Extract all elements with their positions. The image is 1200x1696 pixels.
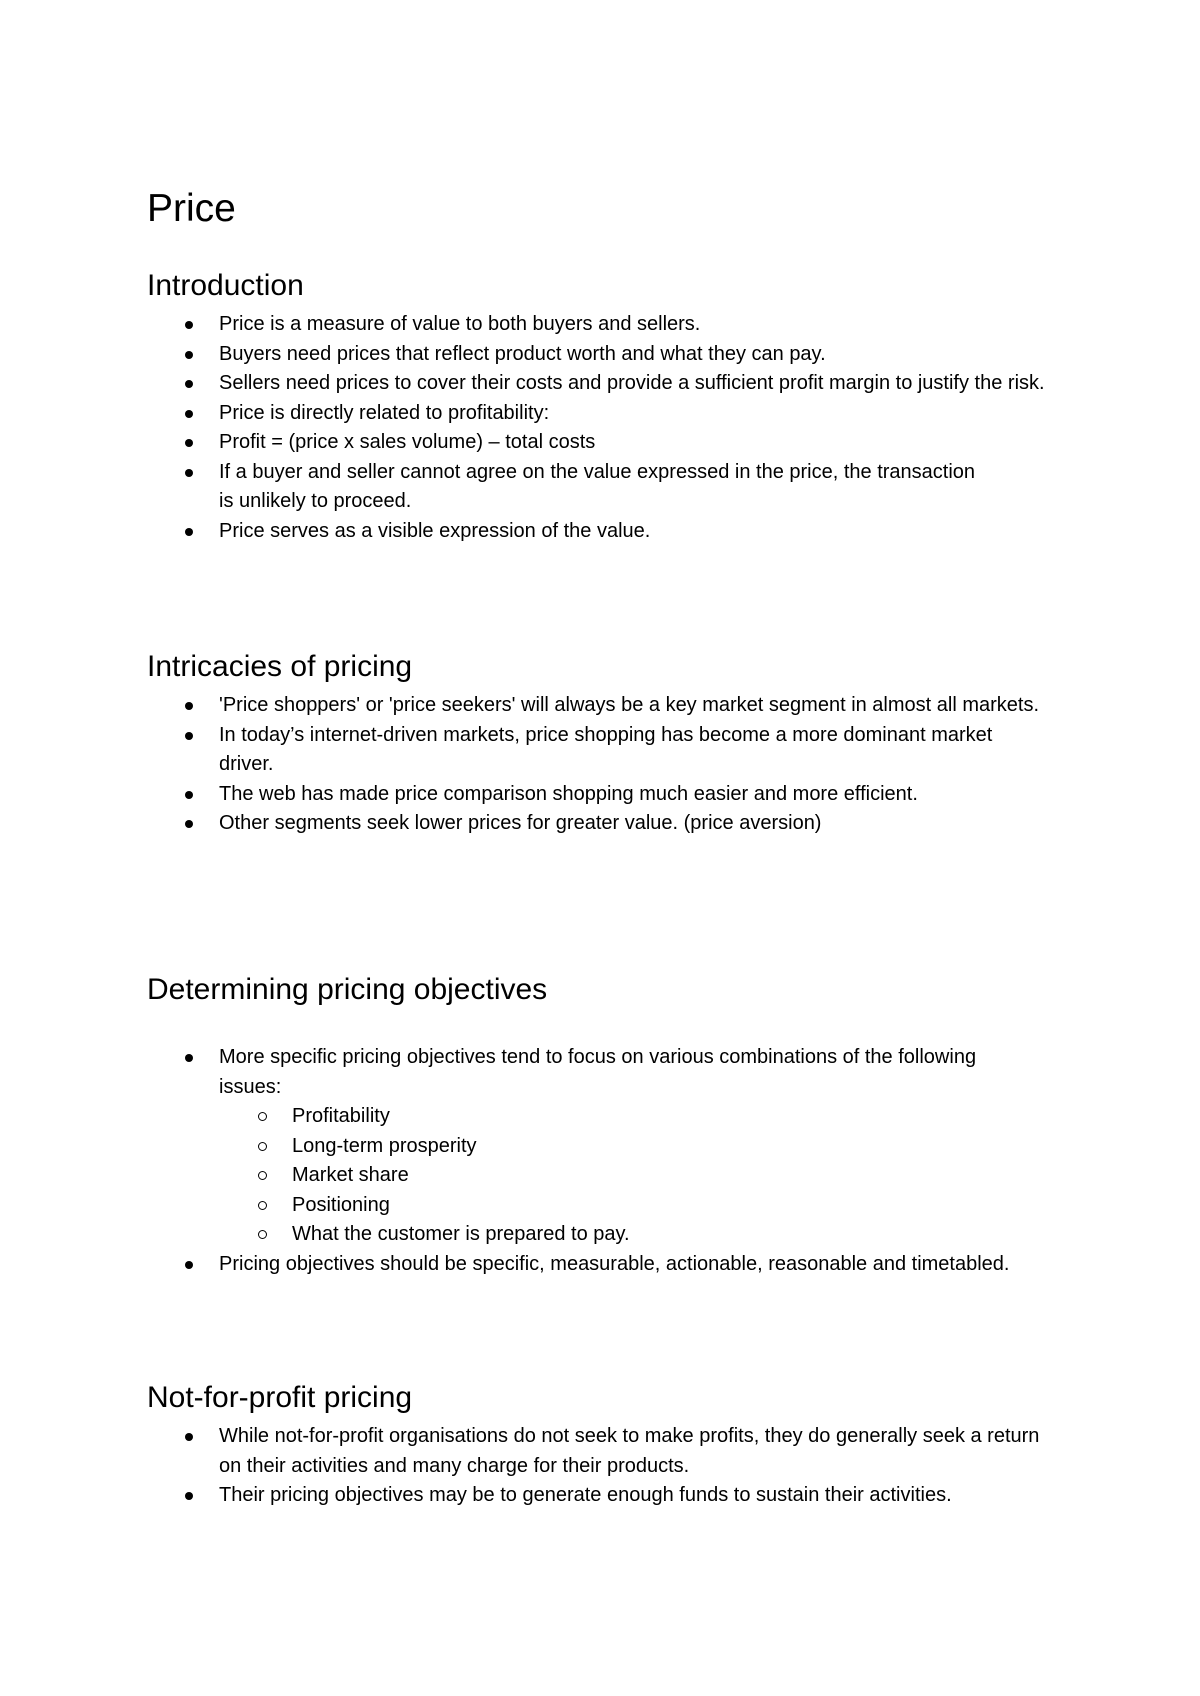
sub-list-item (147, 1191, 1077, 1221)
list-item-text: 'Price shoppers' or 'price seekers' will always be a key market segment in almost all markets. (219, 694, 1040, 716)
bullet-icon (185, 380, 193, 388)
list-item-text: Price is directly related to profitability: (219, 401, 550, 424)
list-item-text: The web has made price comparison shopping much easier and more efficient. (219, 782, 918, 805)
list-item (147, 721, 1077, 780)
list-item-text: Profit = (price x sales volume) – total costs (219, 431, 596, 453)
list-item (147, 310, 1077, 340)
bullet-icon (185, 702, 193, 710)
bullet-icon (185, 1433, 193, 1441)
document-title: Price (147, 187, 236, 230)
section-not-for-profit-pricing (147, 1380, 1077, 1511)
hollow-bullet-icon (258, 1142, 267, 1151)
list-item (147, 1043, 1077, 1102)
list-item-text: While not-for-profit organisations do not seek to make profits, they do generally seek a return on their activities and many charge for their products. (219, 1425, 1040, 1477)
sub-list-item (147, 1161, 1077, 1191)
section-intricacies-of-pricing (147, 649, 1077, 839)
list-item (147, 369, 1077, 399)
hollow-bullet-icon (258, 1230, 267, 1239)
list-item (147, 428, 1077, 458)
bullet-icon (185, 732, 193, 740)
list-item-text: Price serves as a visible expression of the value. (219, 519, 651, 542)
bullet-icon (185, 1054, 193, 1062)
list-item-text: In today’s internet-driven markets, price shopping has become a more dominant market driver. (219, 723, 993, 775)
section-introduction (147, 268, 1077, 546)
bullet-list (147, 1043, 1077, 1102)
bullet-icon (185, 439, 193, 447)
list-item-text: Price is a measure of value to both buyers and sellers. (219, 313, 701, 335)
list-item-text: Buyers need prices that reflect product worth and what they can pay. (219, 342, 826, 365)
bullet-list (147, 1250, 1077, 1280)
list-item (147, 1250, 1077, 1280)
bullet-list (147, 310, 1077, 546)
list-item-text: Pricing objectives should be specific, measurable, actionable, reasonable and timetabled. (219, 1252, 1010, 1275)
hollow-bullet-icon (258, 1112, 267, 1121)
list-item (147, 780, 1077, 810)
list-item-text: More specific pricing objectives tend to focus on various combinations of the following issues: (219, 1046, 977, 1098)
bullet-icon (185, 1261, 193, 1269)
list-item (147, 340, 1077, 370)
list-item-text: Their pricing objectives may be to generate enough funds to sustain their activities. (219, 1484, 952, 1506)
list-item (147, 1422, 1077, 1481)
sub-bullet-list (147, 1102, 1077, 1250)
hollow-bullet-icon (258, 1171, 267, 1180)
list-item (147, 517, 1077, 547)
list-item (147, 691, 1077, 721)
list-item (147, 1481, 1077, 1511)
list-item-text: Sellers need prices to cover their costs and provide a sufficient profit margin to justify the risk. (219, 372, 1045, 394)
section-heading: Introduction (147, 269, 304, 302)
list-item-text: If a buyer and seller cannot agree on the value expressed in the price, the transaction is unlikely to proceed. (219, 460, 976, 512)
section-heading: Intricacies of pricing (147, 650, 413, 683)
bullet-icon (185, 528, 193, 536)
bullet-icon (185, 321, 193, 329)
sub-list-item-text: Long-term prosperity (292, 1134, 477, 1157)
bullet-icon (185, 410, 193, 418)
sub-list-item-text: What the customer is prepared to pay. (292, 1223, 630, 1245)
sub-list-item-text: Profitability (292, 1105, 390, 1127)
sub-list-item (147, 1102, 1077, 1132)
sub-list-item (147, 1132, 1077, 1162)
section-heading: Not-for-profit pricing (147, 1381, 413, 1414)
section-determining-pricing-objectives (147, 972, 1077, 1279)
section-heading: Determining pricing objectives (147, 973, 548, 1006)
bullet-icon (185, 351, 193, 359)
sub-list-item (147, 1220, 1077, 1250)
list-item (147, 458, 1077, 517)
bullet-icon (185, 791, 193, 799)
bullet-icon (185, 820, 193, 828)
list-item (147, 809, 1077, 839)
hollow-bullet-icon (258, 1201, 267, 1210)
sub-list-item-text: Market share (292, 1164, 409, 1186)
bullet-icon (185, 1492, 193, 1500)
list-item (147, 399, 1077, 429)
sub-list-item-text: Positioning (292, 1193, 390, 1216)
bullet-list (147, 1422, 1077, 1511)
bullet-list (147, 691, 1077, 839)
list-item-text: Other segments seek lower prices for greater value. (price aversion) (219, 812, 822, 834)
bullet-icon (185, 469, 193, 477)
